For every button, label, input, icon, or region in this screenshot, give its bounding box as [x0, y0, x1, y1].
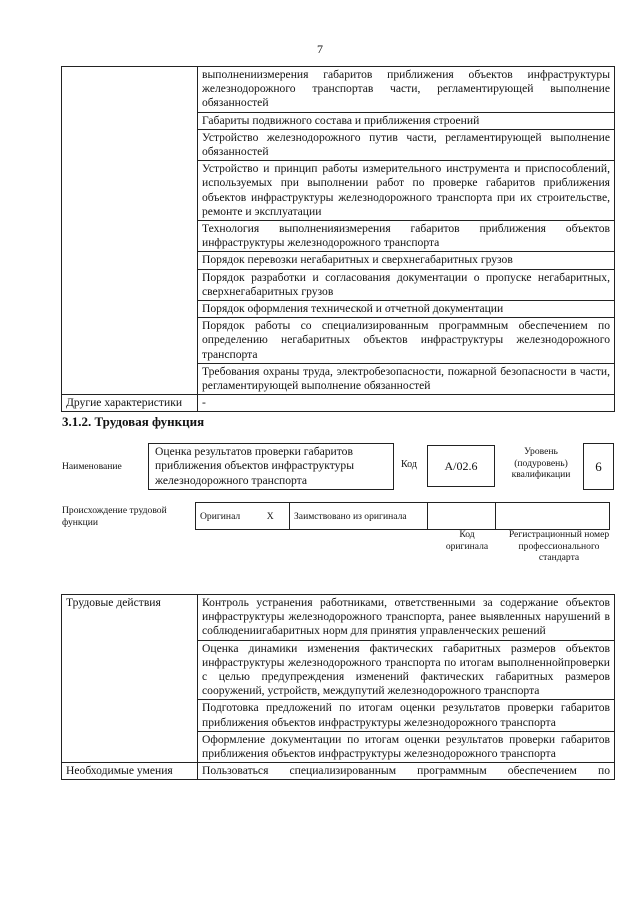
- code-box: [427, 445, 495, 487]
- original-mark: X: [252, 503, 290, 530]
- knowledge-item: Порядок перевозки негабаритных и сверхнегабаритных грузов: [198, 252, 615, 269]
- knowledge-item: выполнениизмерения габаритов приближения объектов инфраструктуры железнодорожного транспортав части, регламентирующей выполнение обязанностей: [198, 67, 615, 113]
- code-value: A/02.6: [444, 458, 478, 473]
- required-skill-item: Пользоваться специализированным программным обеспечением по: [198, 763, 615, 780]
- labor-actions-table: [61, 594, 615, 780]
- name-label: Наименование: [62, 461, 122, 472]
- labor-action-item: Оформление документации по итогам оценки результатов проверки габаритов приближения объектов инфраструктуры железнодорожного транспорта: [198, 731, 615, 762]
- table-row: [62, 67, 615, 113]
- knowledge-item: Устройство и принцип работы измерительного инструмента и приспособлений, используемых при выполнении работ по проверке габаритов приближения объектов инфраструктуры железнодорожного транспорта при их строительстве, ремонте и эксплуатации: [198, 161, 615, 221]
- page-number: 7: [317, 42, 323, 56]
- original-label: Оригинал: [196, 503, 252, 530]
- qualification-level-value: 6: [595, 458, 602, 474]
- knowledge-label-cell: [62, 67, 198, 395]
- knowledge-item: Требования охраны труда, электробезопасности, пожарной безопасности в части, регламентирующей выполнение обязанностей: [198, 363, 615, 394]
- other-characteristics-value: -: [198, 395, 615, 412]
- knowledge-item: Порядок оформления технической и отчетной документации: [198, 301, 615, 318]
- table-row: [62, 395, 615, 412]
- table-row: [62, 595, 615, 641]
- labor-action-item: Подготовка предложений по итогам оценки результатов проверки габаритов приближения объектов инфраструктуры железнодорожного транспорта: [198, 700, 615, 731]
- section-heading: 3.1.2. Трудовая функция: [62, 414, 205, 429]
- knowledge-item: Габариты подвижного состава и приближения строений: [198, 112, 615, 129]
- origin-code-cell: [428, 503, 496, 530]
- origin-table: [195, 502, 610, 530]
- reg-number-caption: Регистрационный номер профессионального стандарта: [508, 529, 610, 563]
- origin-code-caption: Код оригинала: [445, 529, 489, 552]
- knowledge-item: Технология выполненияизмерения габаритов приближения объектов инфраструктуры железнодорожного транспорта: [198, 221, 615, 252]
- labor-actions-label: Трудовые действия: [62, 595, 198, 763]
- labor-action-item: Оценка динамики изменения фактических габаритных размеров объектов инфраструктуры железнодорожного транспорта по итогам выполненнойпроверки с целью предупреждения изменений фактических габаритных размеров сооружений, устройств, междупутий железнодорожного транспорта: [198, 640, 615, 700]
- function-name-box: [148, 443, 394, 490]
- function-name-value: Оценка результатов проверки габаритов приближения объектов инфраструктуры железнодорожного транспорта: [155, 445, 354, 487]
- knowledge-table: [61, 66, 615, 412]
- required-skills-label: Необходимые умения: [62, 763, 198, 780]
- other-characteristics-label: Другие характеристики: [62, 395, 198, 412]
- knowledge-item: Порядок разработки и согласования документации о пропуске негабаритных, сверхнегабаритных грузов: [198, 269, 615, 300]
- qualification-level-label: Уровень (подуровень) квалификации: [511, 446, 571, 480]
- table-row: [62, 763, 615, 780]
- labor-action-item: Контроль устранения работниками, ответственными за содержание объектов инфраструктуры железнодорожного транспорта, ранее выявленных нарушений в соблюдениигабаритных норм для принятия управленческих решений: [198, 595, 615, 641]
- reg-number-cell: [496, 503, 610, 530]
- knowledge-item: Порядок работы со специализированным программным обеспечением по определению негабаритных объектов инфраструктуры железнодорожного транспорта: [198, 318, 615, 364]
- code-label: Код: [401, 459, 417, 470]
- origin-label: Происхождение трудовой функции: [62, 505, 167, 528]
- knowledge-item: Устройство железнодорожного путив части, регламентирующей выполнение обязанностей: [198, 129, 615, 160]
- table-row: [196, 503, 610, 530]
- qualification-level-box: [583, 443, 614, 490]
- borrowed-label: Заимствовано из оригинала: [290, 503, 428, 530]
